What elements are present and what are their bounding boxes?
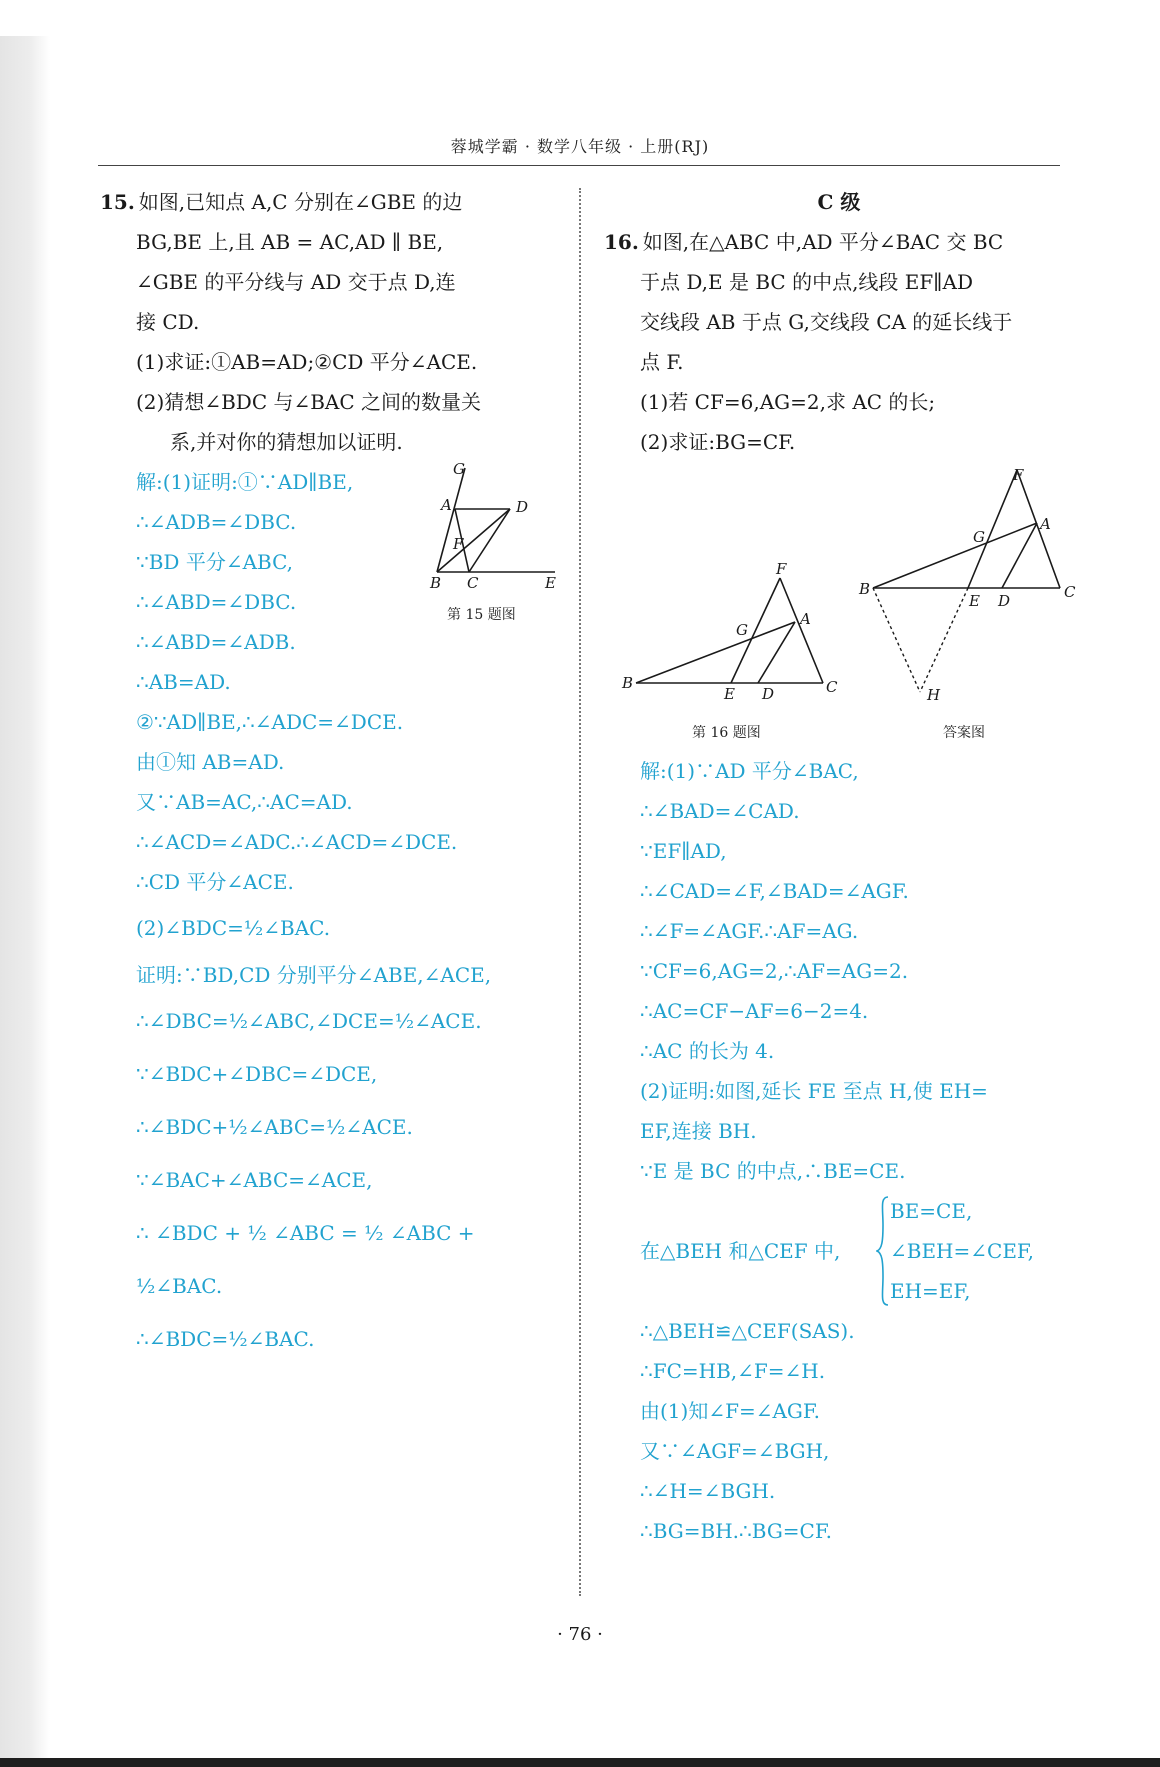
- label-A: A: [1040, 515, 1051, 533]
- solution-line: 由(1)知∠F=∠AGF.: [640, 1399, 821, 1423]
- bottom-edge-bar: [0, 1758, 1160, 1767]
- solution-line: ∴∠DBC=½∠ABC,∠DCE=½∠ACE.: [136, 1009, 482, 1033]
- solution-line: ∴FC=HB,∠F=∠H.: [640, 1359, 826, 1383]
- figure-15-caption: 第 15 题图: [447, 607, 516, 623]
- system-line: EH=EF,: [890, 1279, 971, 1303]
- label-F: F: [776, 560, 787, 578]
- problem-16-part-1: (1)若 CF=6,AG=2,求 AC 的长;: [640, 390, 936, 414]
- problem-15-number: 15.: [100, 190, 135, 214]
- label-A: A: [800, 610, 811, 628]
- label-D: D: [516, 498, 529, 516]
- page-edge-shadow: [0, 36, 50, 1767]
- segment-AD: [1002, 523, 1037, 588]
- label-D: D: [762, 685, 775, 700]
- answer-figure: [855, 460, 1085, 710]
- segment-CD: [469, 509, 510, 572]
- segment-BD: [437, 509, 510, 572]
- running-header: 蓉城学霸 · 数学八年级 · 上册(RJ): [450, 137, 710, 156]
- system-line: BE=CE,: [890, 1199, 973, 1223]
- solution-line: ∴∠ACD=∠ADC.∴∠ACD=∠DCE.: [136, 830, 458, 854]
- solution-15: [100, 462, 558, 1366]
- page-number: · 76 ·: [557, 1624, 603, 1645]
- solution-16-continued: [604, 1311, 1074, 1551]
- solution-line: ∴AC=CF−AF=6−2=4.: [640, 999, 869, 1023]
- label-F: F: [453, 535, 464, 553]
- solution-line: 解:(1)∵AD 平分∠BAC,: [640, 759, 859, 783]
- solution-line: ½∠BAC.: [136, 1274, 223, 1298]
- dashed-segment-BH: [873, 588, 920, 692]
- answer-figure-caption: 答案图: [943, 725, 985, 741]
- solution-line: ∴BG=BH.∴BG=CF.: [640, 1519, 832, 1543]
- solution-line: (2)证明:如图,延长 FE 至点 H,使 EH=: [640, 1079, 988, 1103]
- solution-line: ∴∠ABD=∠ADB.: [136, 630, 296, 654]
- label-E: E: [724, 685, 735, 700]
- solution-line: 解:(1)证明:①∵AD∥BE,: [136, 470, 354, 494]
- solution-line: ∵E 是 BC 的中点,∴BE=CE.: [640, 1159, 906, 1183]
- label-A: A: [441, 496, 452, 514]
- solution-line: ∵CF=6,AG=2,∴AF=AG=2.: [640, 959, 909, 983]
- solution-16: [604, 751, 1074, 1191]
- figure-16: [618, 560, 848, 700]
- solution-line: ∵EF∥AD,: [640, 839, 727, 863]
- label-B: B: [622, 674, 634, 692]
- problem-16-number: 16.: [604, 230, 639, 254]
- right-column: [604, 182, 1074, 462]
- column-divider: [579, 188, 581, 1596]
- solution-line: 又∵∠AGF=∠BGH,: [640, 1439, 830, 1463]
- solution-line: ∴∠ADB=∠DBC.: [136, 510, 297, 534]
- solution-line: 又∵AB=AC,∴AC=AD.: [136, 790, 353, 814]
- header-rule: [98, 165, 1060, 166]
- solution-line: 证明:∵BD,CD 分别平分∠ABE,∠ACE,: [136, 963, 492, 987]
- label-C: C: [1064, 583, 1076, 601]
- solution-line: ∴CD 平分∠ACE.: [136, 870, 294, 894]
- dashed-segment-EH: [920, 588, 968, 692]
- segment-FC: [780, 578, 823, 683]
- problem-15-part-2: (2)猜想∠BDC 与∠BAC 之间的数量关: [136, 390, 482, 414]
- label-G: G: [736, 621, 748, 639]
- solution-line: ∴∠CAD=∠F,∠BAD=∠AGF.: [640, 879, 909, 903]
- problem-15-line-2: BG,BE 上,且 AB = AC,AD ∥ BE,: [136, 230, 444, 254]
- problem-15-line-4: 接 CD.: [136, 310, 200, 334]
- solution-line: ∵∠BAC+∠ABC=∠ACE,: [136, 1168, 373, 1192]
- solution-line: ∴∠ABD=∠DBC.: [136, 590, 297, 614]
- solution-line: ∴AC 的长为 4.: [640, 1039, 775, 1063]
- solution-line: ∵∠BDC+∠DBC=∠DCE,: [136, 1062, 378, 1086]
- solution-line: ∴∠H=∠BGH.: [640, 1479, 776, 1503]
- solution-line: ∴∠BDC+½∠ABC=½∠ACE.: [136, 1115, 413, 1139]
- label-E: E: [969, 592, 980, 610]
- label-E: E: [545, 574, 556, 592]
- label-B: B: [430, 574, 442, 592]
- problem-16-line-4: 点 F.: [640, 350, 684, 374]
- figure-15: [425, 462, 565, 592]
- segment-AD: [758, 622, 795, 683]
- congruence-system: [640, 1191, 1080, 1311]
- solution-line: ∴∠BDC=½∠BAC.: [136, 1327, 315, 1351]
- label-F: F: [1013, 466, 1024, 484]
- label-D: D: [998, 592, 1011, 610]
- system-prefix: 在△BEH 和△CEF 中,: [640, 1239, 841, 1263]
- solution-line: ∴ ∠BDC + ½ ∠ABC = ½ ∠ABC +: [136, 1221, 475, 1245]
- solution-line: ∴∠BAD=∠CAD.: [640, 799, 800, 823]
- level-heading: C 级: [817, 190, 861, 214]
- label-C: C: [826, 678, 838, 696]
- problem-15-line-1: 15. 如图,已知点 A,C 分别在∠GBE 的边: [100, 190, 463, 214]
- segment-BA: [873, 523, 1037, 588]
- label-C: C: [467, 574, 479, 592]
- problem-16-part-2: (2)求证:BG=CF.: [640, 430, 796, 454]
- solution-line: ∵BD 平分∠ABC,: [136, 550, 294, 574]
- left-column: [100, 182, 558, 1366]
- system-line: ∠BEH=∠CEF,: [890, 1239, 1035, 1263]
- problem-16-line-1: 16. 如图,在△ABC 中,AD 平分∠BAC 交 BC: [604, 230, 1004, 254]
- label-G: G: [973, 528, 985, 546]
- left-brace: [876, 1195, 890, 1307]
- solution-line: ∴△BEH≌△CEF(SAS).: [640, 1319, 855, 1343]
- solution-line: ∴∠F=∠AGF.∴AF=AG.: [640, 919, 859, 943]
- solution-line: EF,连接 BH.: [640, 1119, 757, 1143]
- problem-15-part-2-cont: 系,并对你的猜想加以证明.: [170, 430, 403, 454]
- label-H: H: [927, 686, 941, 704]
- solution-line: ∴AB=AD.: [136, 670, 231, 694]
- label-G: G: [453, 462, 465, 478]
- label-B: B: [859, 580, 871, 598]
- problem-16-line-3: 交线段 AB 于点 G,交线段 CA 的延长线于: [640, 310, 1013, 334]
- figure-16-caption: 第 16 题图: [692, 725, 761, 741]
- segment-BA: [636, 622, 795, 683]
- problem-15-part-1: (1)求证:①AB=AD;②CD 平分∠ACE.: [136, 350, 478, 374]
- problem-16-line-2: 于点 D,E 是 BC 的中点,线段 EF∥AD: [640, 270, 973, 294]
- solution-line: (2)∠BDC=½∠BAC.: [136, 916, 331, 940]
- problem-15-line-3: ∠GBE 的平分线与 AD 交于点 D,连: [136, 270, 456, 294]
- solution-line: 由①知 AB=AD.: [136, 750, 285, 774]
- solution-line: ②∵AD∥BE,∴∠ADC=∠DCE.: [136, 710, 404, 734]
- segment-BG: [437, 468, 465, 572]
